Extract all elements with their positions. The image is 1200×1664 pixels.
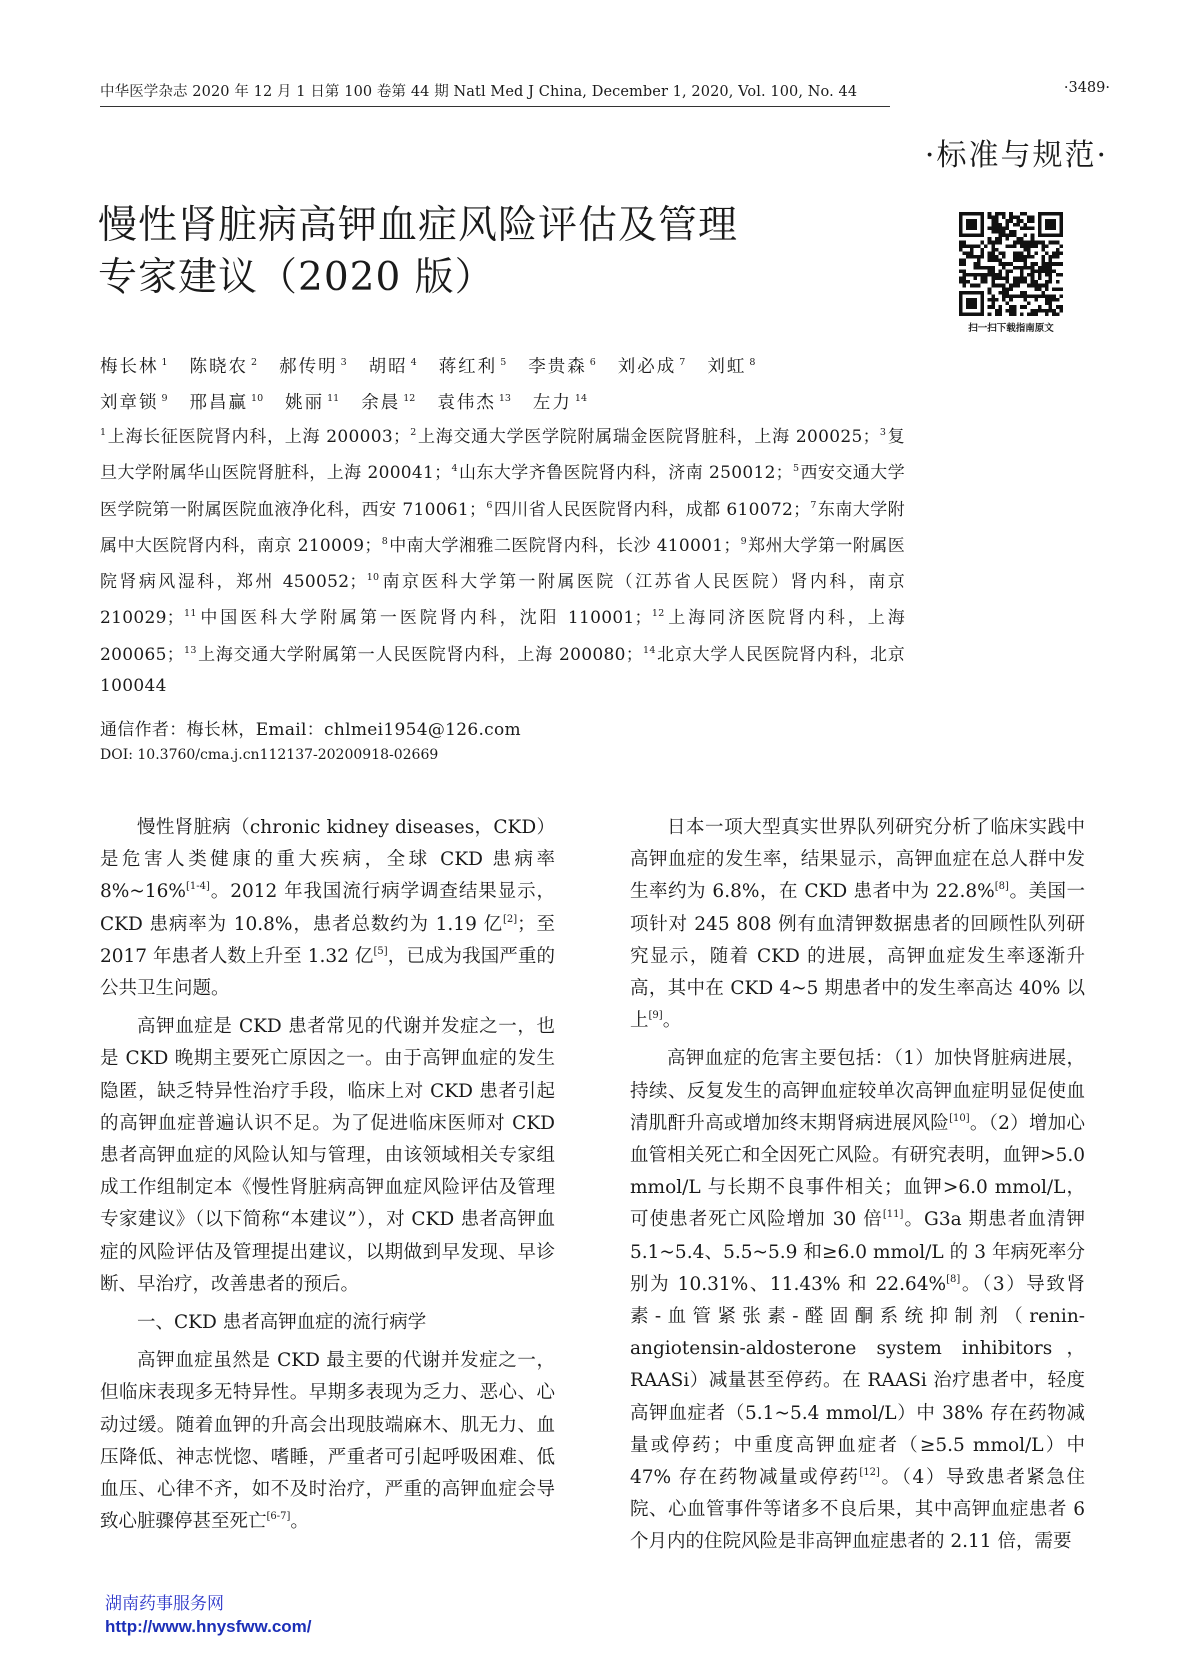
qr-code-icon[interactable] [959, 212, 1063, 316]
author-affiliation-mark: 2 [251, 357, 258, 368]
author [439, 347, 507, 383]
author [100, 347, 168, 383]
affiliation-mark: 6 [486, 499, 493, 511]
affiliation-text: 西安交通大学医学院第一附属医院血液净化科，西安 710061； [100, 463, 905, 520]
affiliation-text: 南京医科大学第一附属医院（江苏省人民医院）肾内科，南京 210029； [100, 572, 905, 629]
affiliation-mark: 1 [100, 427, 107, 438]
author-affiliation-mark: 8 [749, 357, 756, 368]
author [285, 383, 339, 419]
citation: [8] [946, 1273, 961, 1285]
running-header: 中华医学杂志 2020 年 12 月 1 日第 100 卷第 44 期 Natl Med J China, December 1, 2020, Vol. 100, No. 44 [100, 80, 890, 107]
affiliation-list [100, 417, 905, 702]
body-paragraph: 慢性肾脏病（chronic kidney diseases，CKD）是危害人类健康的重大疾病，全球 CKD 患病率 8%~16%[1-4]。2012 年我国流行病学调查结果显示，CKD 患病率为 10.8%，患者总数约为 1.19 亿[2]；至 2017 年患者人数上升至 1.32 亿[5]，已成为我国严重的公共卫生问题。 [100, 817, 555, 1000]
author-name: 刘章锁 [100, 393, 159, 413]
title-line-1: 慢性肾脏病高钾血症风险评估及管理 [98, 203, 739, 248]
affiliation-text: 北京大学人民医院肾内科，北京 100044 [100, 644, 906, 697]
watermark-title: 湖南药事服务网 [105, 1594, 224, 1613]
section-heading: 一、CKD 患者高钾血症的流行病学 [137, 1312, 427, 1334]
affiliation-text: 山东大学齐鲁医院肾内科，济南 250012； [458, 463, 793, 484]
citation: [9] [648, 1010, 663, 1022]
author-affiliation-mark: 5 [500, 357, 507, 368]
author-affiliation-mark: 4 [410, 357, 417, 368]
affiliation-text: 上海交通大学医学院附属瑞金医院肾脏科，上海 200025； [417, 427, 880, 447]
author-affiliation-mark: 1 [161, 357, 168, 368]
author-name: 梅长林 [100, 357, 159, 377]
watermark-url[interactable]: http://www.hnysfww.com/ [105, 1617, 312, 1636]
affiliation-mark: 10 [366, 572, 380, 584]
author [369, 347, 417, 383]
affiliation-mark: 9 [740, 535, 748, 547]
author [533, 383, 587, 419]
affiliation-mark: 7 [810, 499, 817, 511]
citation: [6-7] [266, 1511, 291, 1523]
qr-caption: 扫一扫下载指南原文 [968, 323, 1054, 334]
doi: DOI: 10.3760/cma.j.cn112137-20200918-02669 [100, 747, 439, 763]
body-paragraph: 高钾血症是 CKD 患者常见的代谢并发症之一，也是 CKD 晚期主要死亡原因之一。由于高钾血症的发生隐匿，缺乏特异性治疗手段，临床上对 CKD 患者引起的高钾血症普遍认识不足。为了促进临床医师对 CKD 患者高钾血症的风险认知与管理，由该领域相关专家组成工作组制定本《慢性肾脏病高钾血症风险评估及管理专家建议》（以下简称“本建议”），对 CKD 患者高钾血症的风险评估及管理提出建议，以期做到早发现、早诊断、早治疗，改善患者的预后。 [100, 1016, 555, 1295]
affiliation-mark: 14 [643, 644, 656, 656]
author-affiliation-mark: 3 [340, 357, 347, 368]
body-column-left [100, 812, 555, 1538]
author [190, 383, 264, 419]
affiliation-text: 上海交通大学附属第一人民医院肾内科，上海 200080； [197, 644, 643, 665]
author [618, 347, 686, 383]
body-paragraph: 日本一项大型真实世界队列研究分析了临床实践中高钾血症的发生率，结果显示，高钾血症在总人群中发生率约为 6.8%，在 CKD 患者中为 22.8%[8]。美国一项针对 245 808 例有血清钾数据患者的回顾性队列研究显示，随着 CKD 的进展，高钾血症发生率逐渐升高，其中在 CKD 4~5 期患者中的发生率高达 40% 以上[9]。 [630, 817, 1085, 1032]
citation: [2] [502, 913, 518, 925]
author-affiliation-mark: 11 [327, 393, 340, 404]
author-name: 余晨 [361, 393, 401, 413]
affiliation-mark: 5 [792, 463, 800, 475]
citation: [12] [859, 1467, 880, 1479]
affiliation-text: 郑州大学第一附属医院肾病风湿科，郑州 450052； [100, 535, 906, 593]
author-name: 胡昭 [368, 357, 408, 377]
affiliation-mark: 8 [381, 535, 389, 547]
author-affiliation-mark: 10 [251, 393, 264, 404]
body-paragraph: 高钾血症虽然是 CKD 最主要的代谢并发症之一，但临床表现多无特异性。早期多表现为乏力、恶心、心动过缓。随着血钾的升高会出现肢端麻木、肌无力、血压降低、神志恍惚、嗜睡，严重者可引起呼吸困难、低血压、心律不齐，如不及时治疗，严重的高钾血症会导致心脏骤停甚至死亡[6-7]。 [100, 1350, 555, 1533]
affiliation-text: 中国医科大学附属第一医院肾内科，沈阳 110001； [197, 608, 652, 629]
citation: [1-4] [185, 881, 210, 893]
affiliation-mark: 2 [410, 427, 417, 438]
author-affiliation-mark: 14 [574, 393, 588, 404]
affiliation-mark: 3 [879, 427, 887, 438]
affiliation-text: 复旦大学附属华山医院肾脏科，上海 200041； [100, 427, 905, 484]
body-paragraph: 高钾血症的危害主要包括：（1）加快肾脏病进展，持续、反复发生的高钾血症较单次高钾血症明显促使血清肌酐升高或增加终末期肾病进展风险[10]。（2）增加心血管相关死亡和全因死亡风险。有研究表明，血钾>5.0 mmol/L 与长期不良事件相关；血钾>6.0 mmol/L，可使患者死亡风险增加 30 倍[11]。G3a 期患者血清钾 5.1~5.4、5.5~5.9 和≥6.0 mmol/L 的 3 年病死率分别为 10.31%、11.43% 和 22.64%[8]。（3）导致肾素-血管紧张素-醛固酮系统抑制剂（renin-angiotensin-aldosterone system inhibitors，RAASi）减量甚至停药。在 RAASi 治疗患者中，轻度高钾血症者（5.1~5.4 mmol/L）中 38% 存在药物减量或停药；中重度高钾血症者（≥5.5 mmol/L）中 47% 存在药物减量或停药[12]。（4）导致患者紧急住院、心血管事件等诸多不良后果，其中高钾血症患者 6 个月内的住院风险是非高钾血症患者的 2.11 倍，需要 [630, 1048, 1086, 1553]
affiliation-text: 中南大学湘雅二医院肾内科，长沙 410001； [389, 535, 741, 556]
affiliation-text: 四川省人民医院肾内科，成都 610072； [493, 499, 811, 520]
author [100, 383, 168, 419]
author-name: 袁伟杰 [437, 393, 496, 413]
citation: [5] [373, 945, 388, 957]
author-affiliation-mark: 12 [403, 393, 416, 404]
author [528, 347, 596, 383]
author-name: 郝传明 [279, 357, 338, 377]
citation: [11] [882, 1209, 904, 1221]
author-affiliation-mark: 9 [161, 393, 168, 404]
author-name: 刘虹 [707, 357, 747, 377]
body-column-right [630, 812, 1085, 1559]
article-title [98, 200, 838, 304]
affiliation-mark: 4 [451, 463, 458, 475]
author-affiliation-mark: 7 [679, 357, 686, 368]
author [361, 383, 415, 419]
author-name: 左力 [532, 393, 572, 413]
affiliation-text: 东南大学附属中大医院肾内科，南京 210009； [100, 499, 905, 556]
author-affiliation-mark: 13 [498, 393, 511, 404]
affiliation-mark: 12 [651, 608, 665, 620]
author-name: 蒋红利 [438, 357, 498, 377]
author-affiliation-mark: 6 [589, 357, 596, 368]
author [279, 347, 347, 383]
affiliation-text: 上海长征医院肾内科，上海 200003； [107, 427, 411, 447]
author-list [100, 347, 920, 419]
author-name: 李贵森 [528, 357, 587, 377]
affiliation-mark: 13 [184, 644, 197, 656]
author-name: 邢昌赢 [189, 393, 249, 413]
site-watermark [105, 1592, 312, 1638]
citation: [8] [994, 881, 1009, 893]
section-label: ·标准与规范· [924, 138, 1108, 173]
affiliation-mark: 11 [184, 608, 197, 620]
author-name: 陈晓农 [189, 357, 249, 377]
qr-block[interactable] [955, 212, 1067, 334]
author-name: 姚丽 [285, 393, 325, 413]
correspondence-author: 通信作者：梅长林，Email：chlmei1954@126.com [100, 720, 521, 740]
page-number: ·3489· [1063, 80, 1110, 96]
affiliation-text: 上海同济医院肾内科，上海 200065； [100, 608, 905, 665]
author [707, 347, 755, 383]
author [437, 383, 511, 419]
author [190, 347, 258, 383]
citation: [10] [949, 1112, 970, 1124]
title-line-2: 专家建议（2020 版） [98, 255, 495, 300]
author-name: 刘必成 [617, 357, 677, 377]
